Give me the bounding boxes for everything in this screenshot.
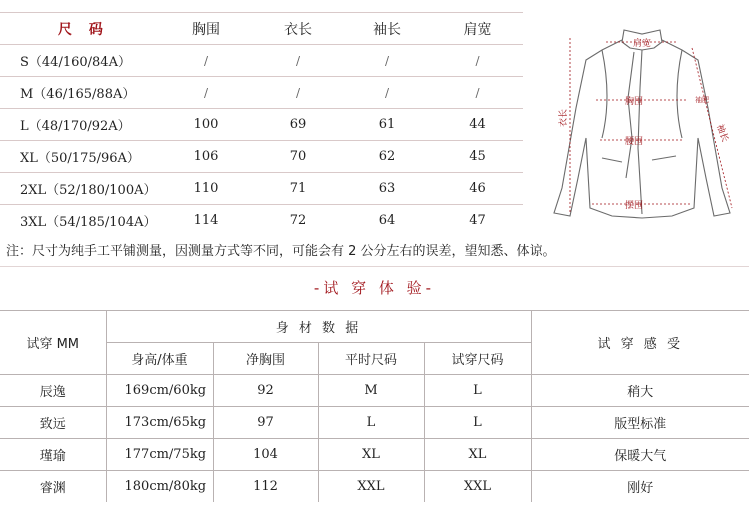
header-height-weight: 身高/体重: [106, 343, 213, 375]
size-label: M（46/165/88A）: [0, 77, 158, 109]
jacket-measurement-diagram: [542, 28, 742, 228]
length-value: 70: [254, 141, 342, 173]
tried-size: XXL: [424, 471, 531, 503]
net-chest: 92: [213, 375, 318, 407]
tried-size: L: [424, 375, 531, 407]
bust-value: 100: [158, 109, 254, 141]
sleeve-value: 63: [342, 173, 432, 205]
label-length: 衣长: [559, 108, 569, 128]
size-table: [0, 12, 523, 236]
size-row: [0, 45, 523, 77]
shoulder-value: 45: [432, 141, 523, 173]
length-value: 69: [254, 109, 342, 141]
size-row: [0, 173, 523, 205]
shoulder-value: /: [432, 77, 523, 109]
shoulder-value: /: [432, 45, 523, 77]
size-label: S（44/160/84A）: [0, 45, 158, 77]
sleeve-value: /: [342, 77, 432, 109]
sleeve-value: /: [342, 45, 432, 77]
header-size: 尺 码: [0, 13, 158, 45]
header-sleeve: 袖长: [342, 13, 432, 45]
bust-value: 110: [158, 173, 254, 205]
length-value: /: [254, 45, 342, 77]
table-row: [0, 439, 749, 471]
divider: [0, 266, 749, 267]
label-sleeve: 袖长: [714, 123, 730, 144]
shoulder-value: 44: [432, 109, 523, 141]
height-weight: 180cm/80kg: [106, 471, 213, 503]
length-value: 72: [289, 213, 307, 228]
size-row: [0, 109, 523, 141]
header-feel: 试 穿 感 受: [531, 311, 749, 375]
bust-value: /: [158, 45, 254, 77]
size-row: [0, 77, 523, 109]
bust-value: 114: [193, 213, 219, 228]
tester-name: 瑾瑜: [0, 439, 106, 471]
table-row: [0, 375, 749, 407]
table-row: [0, 471, 749, 503]
jacket-outline: [554, 30, 730, 218]
sleeve-value: 64: [378, 213, 396, 228]
sleeve-value: 62: [342, 141, 432, 173]
usual-size: L: [318, 407, 424, 439]
header-shoulder: 肩宽: [432, 13, 523, 45]
trial-feel: 刚好: [531, 471, 749, 503]
bust-value: 106: [158, 141, 254, 173]
measurement-note: 注：尺寸为纯手工平铺测量，因测量方式等不同，可能会有 2 公分左右的误差，望知悉、体谅。: [6, 244, 556, 259]
header-net-chest: 净胸围: [213, 343, 318, 375]
header-length: 衣长: [254, 13, 342, 45]
height-weight: 169cm/60kg: [106, 375, 213, 407]
size-label: 2XL（52/180/100A）: [0, 173, 158, 205]
trial-header-row: [0, 311, 749, 343]
tester-name: 睿渊: [0, 471, 106, 503]
label-waist: 腰围: [624, 137, 644, 147]
size-label: L（48/170/92A）: [0, 109, 158, 141]
height-weight: 173cm/65kg: [106, 407, 213, 439]
sleeve-value: 61: [342, 109, 432, 141]
tried-size: XL: [424, 439, 531, 471]
bust-value: /: [158, 77, 254, 109]
header-usual-size: 平时尺码: [318, 343, 424, 375]
label-chest: 胸围: [624, 97, 644, 107]
tester-name: 辰逸: [0, 375, 106, 407]
net-chest: 104: [213, 439, 318, 471]
tried-size: L: [424, 407, 531, 439]
size-table-header: [0, 13, 523, 45]
label-sleeve-width: 袖肥: [695, 96, 709, 104]
section-title: -试 穿 体 验-: [313, 279, 436, 297]
size-label: XL（50/175/96A）: [0, 141, 158, 173]
net-chest: 97: [213, 407, 318, 439]
label-hem: 摆围: [624, 201, 644, 211]
usual-size: M: [318, 375, 424, 407]
header-tester: 试穿 MM: [0, 311, 106, 375]
shoulder-value: 47: [469, 213, 486, 228]
label-shoulder: 肩宽: [632, 39, 652, 49]
tester-name: 致远: [0, 407, 106, 439]
size-label: 3XL（54/185/104A）: [20, 215, 157, 230]
size-row: [0, 141, 523, 173]
table-row: [0, 407, 749, 439]
net-chest: 112: [213, 471, 318, 503]
height-weight: 177cm/75kg: [106, 439, 213, 471]
length-value: /: [254, 77, 342, 109]
trial-feel: 稍大: [531, 375, 749, 407]
length-value: 71: [254, 173, 342, 205]
trial-feel: 保暖大气: [531, 439, 749, 471]
header-body-data: 身 材 数 据: [106, 311, 531, 343]
trial-feel: 版型标准: [531, 407, 749, 439]
header-tried-size: 试穿尺码: [424, 343, 531, 375]
usual-size: XXL: [318, 471, 424, 503]
trial-table: [0, 310, 749, 502]
header-bust: 胸围: [158, 13, 254, 45]
usual-size: XL: [318, 439, 424, 471]
shoulder-value: 46: [432, 173, 523, 205]
size-row: [0, 205, 523, 237]
